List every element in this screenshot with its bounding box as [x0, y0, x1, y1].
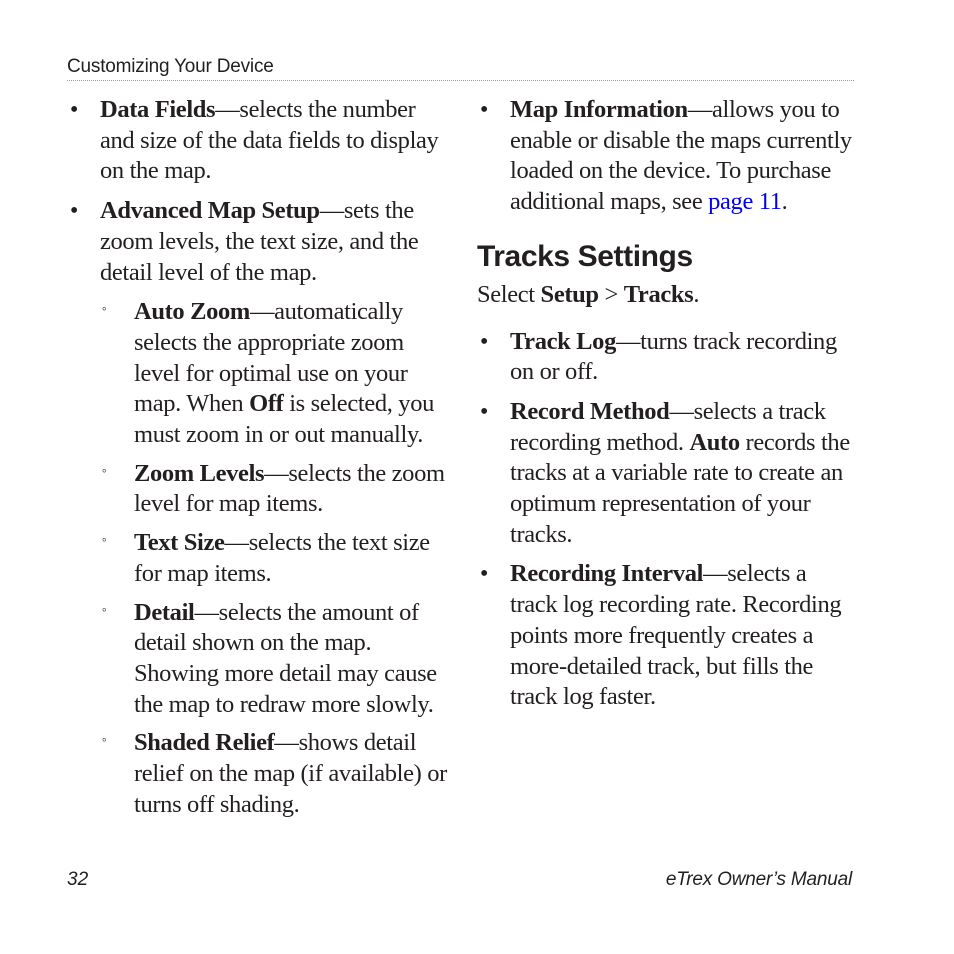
- section-intro: [477, 280, 857, 311]
- list-item-track-log: [477, 327, 857, 388]
- intro-end: .: [693, 280, 700, 308]
- term-map-information: Map Information: [510, 96, 688, 123]
- header-divider: [67, 80, 854, 81]
- list-item-record-method: [477, 397, 857, 551]
- desc-record-method-a: —selects a track recording method.: [510, 397, 826, 456]
- sub-item-shaded-relief: [67, 728, 447, 820]
- list-item-recording-interval: [477, 559, 857, 713]
- desc-advanced-map-setup: —sets the zoom levels, the text size, and the detail level of the map.: [100, 197, 419, 286]
- term-auto: Auto: [689, 428, 740, 456]
- desc-record-method-b: records the tracks at a variable rate to create an optimum representation of your tracks.: [510, 428, 850, 548]
- manual-title: eTrex Owner’s Manual: [665, 869, 852, 890]
- left-column: [67, 95, 447, 828]
- term-text-size: Text Size: [134, 529, 225, 557]
- intro-tracks: Tracks: [623, 280, 694, 308]
- bullet: •: [479, 560, 489, 588]
- sub-bullet: ◦: [101, 463, 107, 479]
- sub-bullet: ◦: [101, 602, 107, 618]
- term-shaded-relief: Shaded Relief: [134, 729, 275, 757]
- desc-detail: —selects the amount of detail shown on the map. Showing more detail may cause the map to redraw more slowly.: [134, 598, 437, 718]
- page-link[interactable]: page 11: [708, 188, 782, 216]
- desc-track-log: —turns track recording on or off.: [510, 327, 837, 386]
- desc-data-fields: —selects the number and size of the data fields to display on the map.: [100, 96, 439, 185]
- term-advanced-map-setup: Advanced Map Setup: [100, 197, 320, 225]
- bullet: •: [479, 96, 489, 123]
- list-item-data-fields: [67, 95, 447, 187]
- desc-auto-zoom-a: —automatically selects the appropriate zoom level for optimal use on your map. When: [134, 298, 408, 418]
- sub-bullet: ◦: [101, 733, 107, 749]
- sub-bullet: ◦: [101, 533, 107, 549]
- sub-item-text-size: [67, 528, 447, 589]
- desc-shaded-relief: —shows detail relief on the map (if available) or turns off shading.: [134, 729, 447, 818]
- desc-recording-interval: —selects a track log recording rate. Recording points more frequently creates a more-detailed track, but fills the track log faster.: [510, 560, 842, 711]
- desc-map-information: —allows you to enable or disable the maps currently loaded on the device. To purchase additional maps, see: [510, 96, 852, 216]
- desc-auto-zoom-b: is selected, you must zoom in or out manually.: [134, 390, 434, 449]
- desc-text-size: —selects the text size for map items.: [134, 529, 430, 587]
- period: .: [781, 188, 788, 216]
- term-data-fields: Data Fields: [100, 96, 216, 123]
- intro-setup: Setup: [540, 280, 599, 308]
- sub-item-detail: [67, 598, 447, 721]
- bullet: •: [69, 197, 79, 225]
- right-column: [477, 95, 857, 722]
- bullet: •: [479, 327, 489, 355]
- desc-zoom-levels: —selects the zoom level for map items.: [134, 459, 445, 518]
- list-item-map-information: [477, 95, 857, 218]
- term-track-log: Track Log: [510, 327, 616, 355]
- term-off: Off: [249, 390, 284, 418]
- term-auto-zoom: Auto Zoom: [134, 298, 250, 326]
- intro-prefix: Select: [477, 280, 541, 308]
- intro-separator: >: [598, 280, 624, 308]
- term-detail: Detail: [134, 598, 195, 626]
- term-recording-interval: Recording Interval: [510, 560, 704, 588]
- page-number: 32: [67, 869, 89, 890]
- section-title: Tracks Settings: [477, 239, 693, 273]
- list-item-advanced-map-setup: [67, 196, 447, 288]
- term-zoom-levels: Zoom Levels: [134, 459, 265, 487]
- term-record-method: Record Method: [510, 397, 670, 425]
- bullet: •: [69, 96, 79, 123]
- sub-item-auto-zoom: [67, 297, 447, 451]
- bullet: •: [479, 397, 489, 425]
- running-header: Customizing Your Device: [67, 56, 274, 77]
- sub-bullet: ◦: [101, 302, 107, 318]
- sub-item-zoom-levels: [67, 459, 447, 520]
